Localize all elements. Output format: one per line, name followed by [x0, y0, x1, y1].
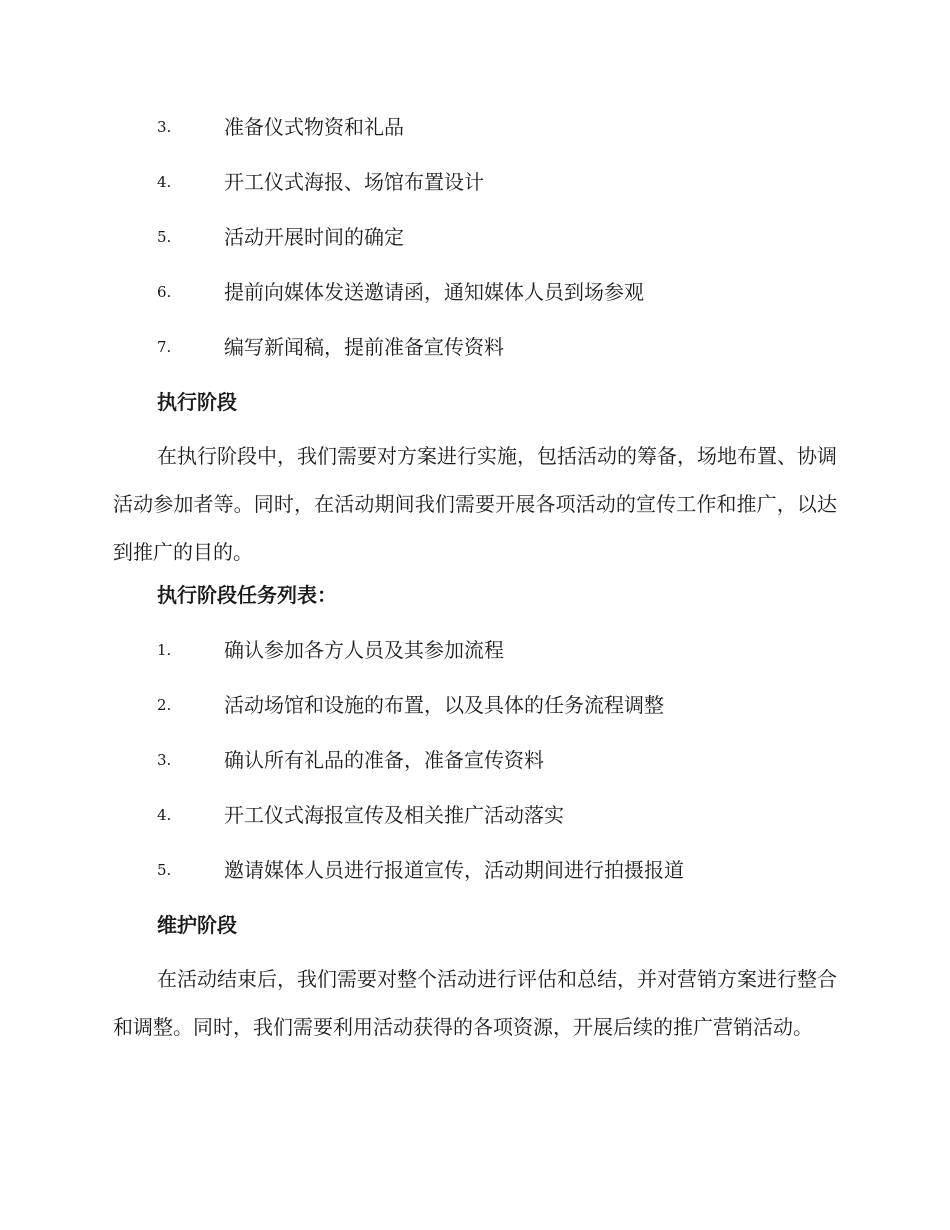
- list-item: [0, 330, 950, 385]
- preparation-task-list: [0, 110, 950, 385]
- list-item-number: 6.: [157, 283, 172, 301]
- list-item-text: 活动开展时间的确定: [224, 225, 404, 249]
- list-item-number: 1.: [157, 641, 172, 659]
- list-item: [0, 798, 950, 853]
- list-item-number: 5.: [157, 861, 172, 879]
- list-item-text: 开工仪式海报宣传及相关推广活动落实: [224, 803, 564, 827]
- execution-stage-heading: 执行阶段: [157, 390, 237, 414]
- list-item: [0, 853, 950, 908]
- list-item: [0, 165, 950, 220]
- execution-stage-paragraph: 在执行阶段中，我们需要对方案进行实施，包括活动的筹备，场地布置、协调活动参加者等。同时，在活动期间我们需要开展各项活动的宣传工作和推广，以达到推广的目的。: [113, 444, 837, 564]
- list-item: [0, 633, 950, 688]
- maintenance-stage-heading: 维护阶段: [157, 913, 237, 937]
- list-item-number: 4.: [157, 173, 172, 191]
- list-item-text: 开工仪式海报、场馆布置设计: [224, 170, 484, 194]
- list-item-text: 提前向媒体发送邀请函，通知媒体人员到场参观: [224, 280, 644, 304]
- list-item: [0, 110, 950, 165]
- list-item-number: 5.: [157, 228, 172, 246]
- list-item-text: 编写新闻稿，提前准备宣传资料: [224, 335, 504, 359]
- list-item-number: 3.: [157, 751, 172, 769]
- list-item-text: 确认所有礼品的准备，准备宣传资料: [224, 748, 544, 772]
- list-item: [0, 275, 950, 330]
- list-item-text: 活动场馆和设施的布置，以及具体的任务流程调整: [224, 693, 664, 717]
- list-item-number: 7.: [157, 338, 172, 356]
- maintenance-stage-paragraph: 在活动结束后，我们需要对整个活动进行评估和总结，并对营销方案进行整合和调整。同时，我们需要利用活动获得的各项资源，开展后续的推广营销活动。: [113, 967, 837, 1039]
- list-item: [0, 743, 950, 798]
- list-item-text: 邀请媒体人员进行报道宣传，活动期间进行拍摄报道: [224, 858, 684, 882]
- list-item: [0, 220, 950, 275]
- list-item-text: 确认参加各方人员及其参加流程: [224, 638, 504, 662]
- execution-task-list: [0, 633, 950, 908]
- list-item-number: 2.: [157, 696, 172, 714]
- list-item-number: 3.: [157, 118, 172, 136]
- list-item-number: 4.: [157, 806, 172, 824]
- list-item-text: 准备仪式物资和礼品: [224, 115, 404, 139]
- list-item: [0, 688, 950, 743]
- execution-task-list-heading: 执行阶段任务列表：: [157, 583, 337, 607]
